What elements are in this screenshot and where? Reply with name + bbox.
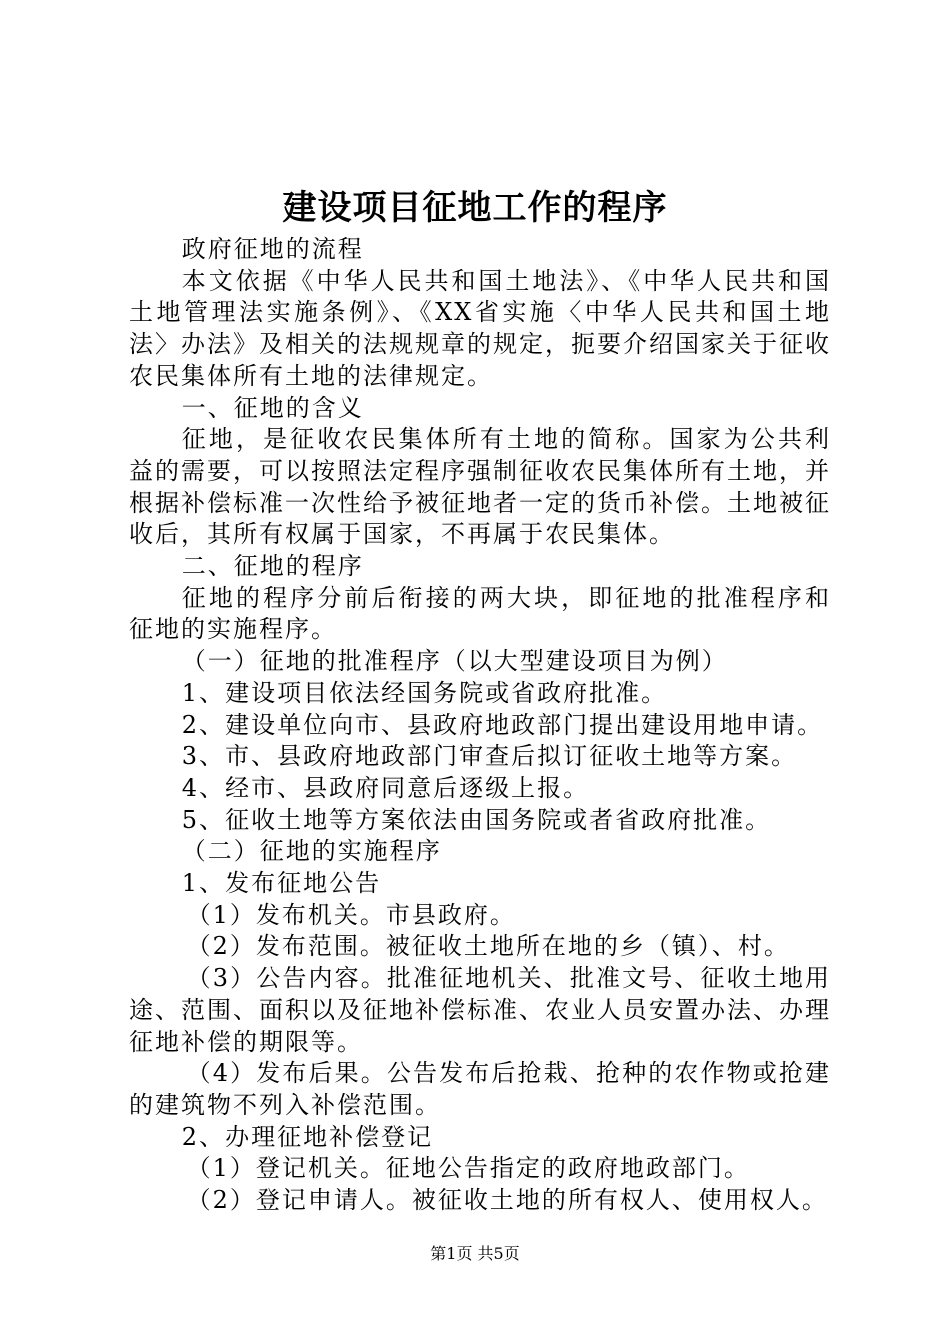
subsection-heading-1: （一）征地的批准程序（以大型建设项目为例） — [181, 647, 728, 676]
section-heading-1: 一、征地的含义 — [181, 393, 364, 422]
list-item: （1）发布机关。市县政府。 — [186, 900, 516, 929]
section-heading-2: 二、征地的程序 — [181, 552, 364, 581]
paragraph-procedure: 征地的程序分前后衔接的两大块，即征地的批准程序和征地的实施程序。 — [129, 583, 831, 644]
page-footer: 第1页 共5页 — [430, 1244, 520, 1263]
subsection-heading-2: （二）征地的实施程序 — [181, 837, 442, 866]
list-item: （1）登记机关。征地公告指定的政府地政部门。 — [186, 1154, 750, 1183]
list-item: 1、发布征地公告 — [181, 869, 382, 898]
list-item: 2、办理征地补偿登记 — [181, 1122, 434, 1151]
list-item: 3、市、县政府地政部门审查后拟订征收土地等方案。 — [181, 742, 798, 771]
list-item: （4）发布后果。公告发布后抢栽、抢种的农作物或抢建的建筑物不列入补偿范围。 — [129, 1059, 831, 1119]
document-body — [129, 234, 831, 1217]
document-title: 建设项目征地工作的程序 — [282, 188, 668, 228]
list-item: （2）登记申请人。被征收土地的所有权人、使用权人。 — [186, 1186, 828, 1215]
paragraph-heading: 政府征地的流程 — [181, 235, 364, 263]
list-item: 4、经市、县政府同意后逐级上报。 — [181, 773, 590, 802]
list-item: （2）发布范围。被征收土地所在地的乡（镇）、村。 — [186, 932, 790, 961]
list-item: 5、征收土地等方案依法由国务院或者省政府批准。 — [181, 805, 772, 834]
paragraph-definition: 征地，是征收农民集体所有土地的简称。国家为公共利益的需要，可以按照法定程序强制征收农民集体所有土地，并根据补偿标准一次性给予被征地者一定的货币补偿。土地被征收后，其所有权属于国家，不再属于农民集体。 — [129, 425, 831, 549]
list-item: 1、建设项目依法经国务院或省政府批准。 — [181, 678, 668, 707]
list-item: 2、建设单位向市、县政府地政部门提出建设用地申请。 — [181, 710, 824, 739]
list-item: （3）公告内容。批准征地机关、批准文号、征收土地用途、范围、面积以及征地补偿标准、农业人员安置办法、办理征地补偿的期限等。 — [129, 964, 831, 1056]
paragraph-intro: 本文依据《中华人民共和国土地法》、《中华人民共和国土地管理法实施条例》、《XX省实施〈中华人民共和国土地法〉办法》及相关的法规规章的规定，扼要介绍国家关于征收农民集体所有土地的法律规定。 — [129, 266, 831, 390]
